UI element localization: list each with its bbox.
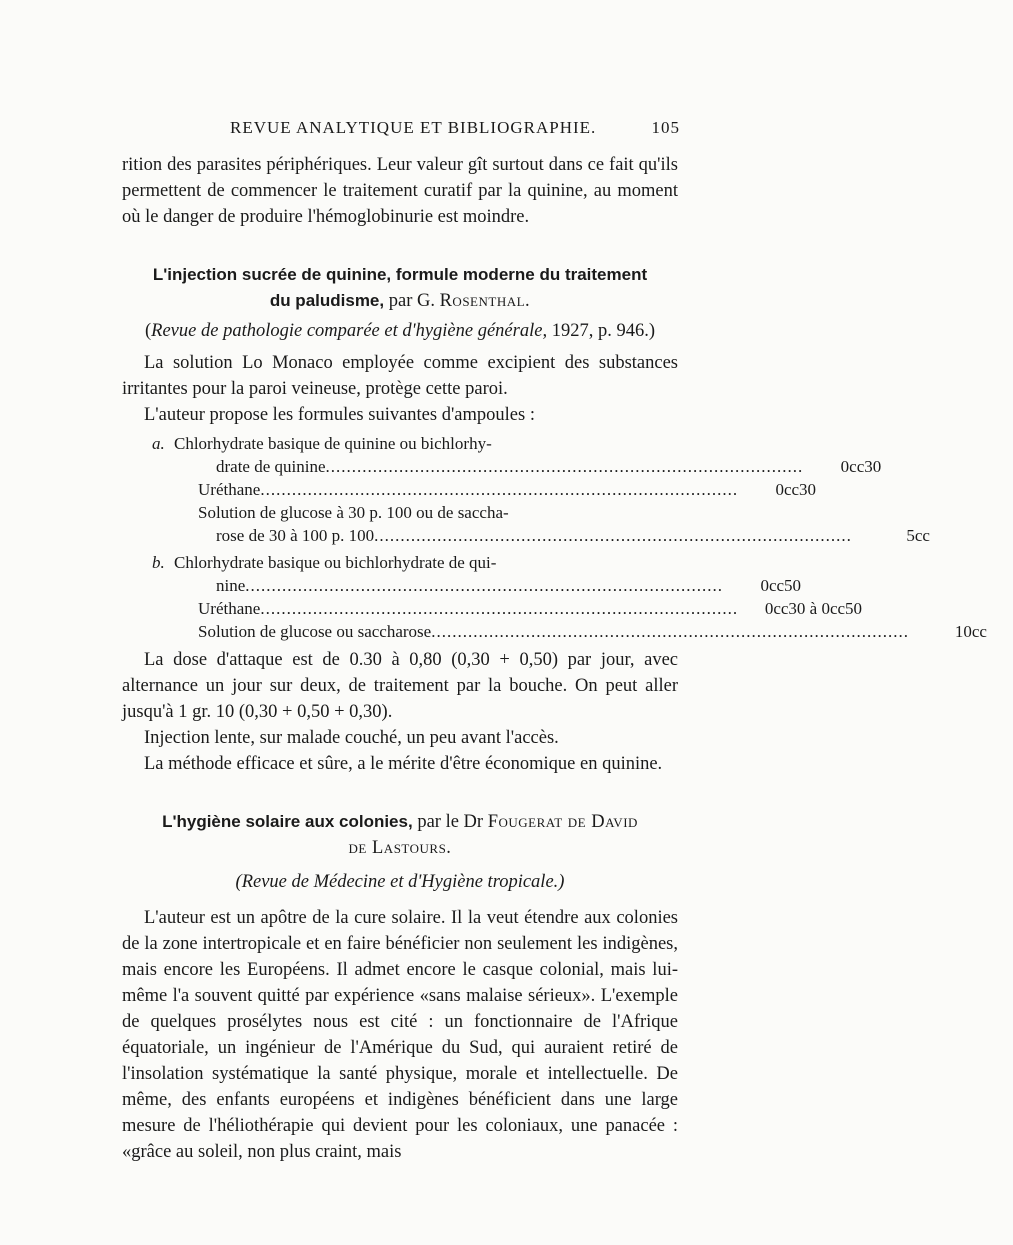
formula-a-line2: drate de quinine (216, 457, 326, 476)
formula-a-line3-row (122, 478, 817, 501)
formula-b-line2: nine (216, 576, 246, 595)
leader-dots: ........................................................................................... (374, 526, 852, 545)
article1-paragraph-5: La méthode efficace et sûre, a le mérite d'être économique en quinine. (144, 754, 663, 774)
formula-a-line1-row (122, 432, 678, 455)
article2-title (122, 809, 678, 861)
article1-paragraph-4: Injection lente, sur malade couché, un peu avant l'accès. (144, 728, 559, 748)
article2-paragraph-1: L'auteur est un apôtre de la cure solaire. Il la veut étendre aux colonies de la zone intertropicale et en faire bénéficier non seulement les indigènes, mais encore les Européens. Il admet encore le casque colonial, mais lui-même l'a souvent quitté par expérience «sans malaise sérieux». L'exemple de quelques prosélytes nous est cité : un fonctionnaire de l'Afrique équatoriale, un ingénieur de l'Amérique du Sud, qui auraient retiré de l'insolation systématique la santé physique, morale et intellectuelle. De même, des enfants européens et indigènes bénéficient dans une large mesure de l'héliothérapie qui devient pour les coloniaux, une panacée : «grâce au soleil, non plus craint, mais (122, 908, 678, 1162)
formula-a (122, 432, 930, 547)
leader-dots: ........................................................................................... (245, 576, 724, 595)
formula-b-line2-row (122, 574, 802, 597)
formula-b (122, 551, 987, 643)
formula-a-line2-row (122, 455, 882, 478)
formula-b-line1: Chlorhydrate basique ou bichlorhydrate de qui- (174, 553, 497, 572)
article1-source-open: ( (145, 321, 152, 341)
formula-b-line2-qty: 0cc50 (760, 576, 802, 595)
formula-a-line1: Chlorhydrate basique de quinine ou bichlorhy- (174, 434, 492, 453)
leader-dots: ........................................................................................... (325, 457, 804, 476)
formula-a-line4-row (122, 501, 678, 524)
article2-title-text: L'hygiène solaire aux colonies, (162, 812, 413, 831)
running-title: REVUE ANALYTIQUE ET BIBLIOGRAPHIE. (230, 118, 597, 137)
article2-author-line2: de Lastours. (348, 838, 452, 858)
leader-dots: ........................................................................................... (431, 622, 909, 641)
article1-source-journal: Revue de pathologie comparée et d'hygiène générale, (151, 321, 548, 341)
formula-b-line3: Uréthane (198, 599, 261, 618)
article1-title-line2: du paludisme, (269, 291, 385, 310)
article1-paragraph-3: La dose d'attaque est de 0.30 à 0,80 (0,30 + 0,50) par jour, avec alternance un jour sur deux, de traitement par la bouche. On peut aller jusqu'à 1 gr. 10 (0,30 + 0,50 + 0,30). (122, 650, 678, 722)
formula-b-line3-qty: 0cc30 à 0cc50 (764, 599, 863, 618)
formula-a-line5: rose de 30 à 100 p. 100 (216, 526, 375, 545)
page-body (122, 152, 987, 1165)
article2-source: (Revue de Médecine et d'Hygiène tropicale.) (235, 872, 565, 892)
formula-a-line3: Uréthane (198, 480, 261, 499)
formula-b-line1-row (122, 551, 678, 574)
page-number: 105 (651, 118, 680, 137)
article1-title-par: par G. (384, 291, 440, 311)
formula-a-line4: Solution de glucose à 30 p. 100 ou de saccha- (198, 503, 509, 522)
article1-title (122, 262, 678, 314)
page-header (120, 118, 680, 144)
leader-dots: ........................................................................................... (260, 599, 739, 618)
article1-paragraph-1: La solution Lo Monaco employée comme excipient des substances irritantes pour la paroi veineuse, protège cette paroi. (122, 353, 678, 399)
leader-dots: ........................................................................................... (260, 480, 739, 499)
formula-a-marker: a. (152, 434, 165, 453)
formula-b-line4-row (122, 620, 987, 643)
article1-paragraph-2: L'auteur propose les formules suivantes d'ampoules : (144, 405, 535, 425)
formula-b-marker: b. (152, 553, 165, 572)
article1-title-line1: L'injection sucrée de quinine, formule moderne du traitement (152, 265, 648, 284)
article1-source-rest: 1927, p. 946.) (547, 321, 655, 341)
formula-a-line3-qty: 0cc30 (775, 480, 817, 499)
article1-author: Rosenthal. (439, 291, 531, 311)
intro-paragraph: rition des parasites périphériques. Leur valeur gît surtout dans ce fait qu'ils permettent de commencer le traitement curatif par la quinine, au moment où le danger de produire l'hémoglobinurie est moindre. (122, 155, 678, 227)
formula-a-line5-qty: 5cc (906, 526, 930, 545)
formula-a-line5-row (122, 524, 930, 547)
article1-source (122, 318, 678, 344)
article2-title-par: par le Dr (412, 812, 488, 832)
formula-a-line2-qty: 0cc30 (840, 457, 882, 476)
formula-b-line4: Solution de glucose ou saccharose (198, 622, 432, 641)
formula-b-line4-qty: 10cc (954, 622, 987, 641)
formula-b-line3-row (122, 597, 863, 620)
article2-author-line1: Fougerat de David (487, 812, 638, 832)
